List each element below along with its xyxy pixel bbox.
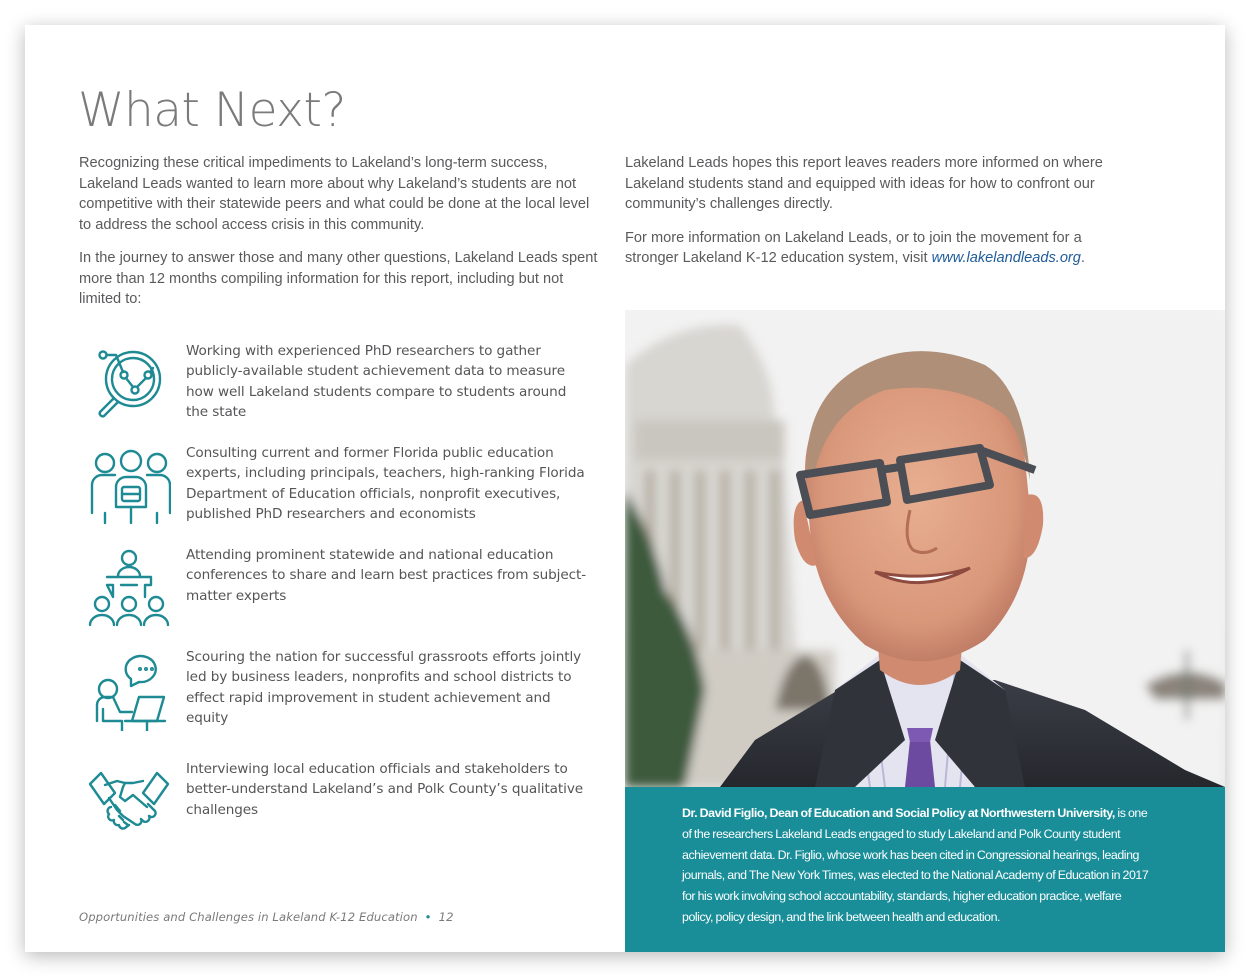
handshake-icon: [87, 759, 171, 843]
more-info-text: For more information on Lakeland Leads, or to join the movement for a stronger Lakeland K-12 education system, visit: [625, 229, 1082, 266]
list-item: [87, 647, 607, 737]
list-item-text: Attending prominent statewide and national education conferences to share and learn best practices from subject-matter experts: [186, 547, 587, 604]
footer-separator: •: [424, 910, 432, 924]
more-info-paragraph: [625, 228, 1135, 269]
magnifier-chart-icon: [87, 341, 171, 425]
website-link[interactable]: www.lakelandleads.org: [931, 250, 1081, 266]
photo-caption: [625, 787, 1225, 952]
list-item: [87, 545, 607, 635]
caption-body: is one of the researchers Lakeland Leads engaged to study Lakeland and Polk County student achievement data. Dr. Figlio, whose work has been cited in Congressional hearings, leading journals, and The New York Times, was elected to the National Academy of Education in 2017 for his work involving school accountability, standards, higher education practice, welfare policy, policy design, and the link between health and education.: [682, 806, 1149, 924]
page-number: 12: [438, 910, 454, 924]
document-page: [25, 25, 1225, 952]
list-item-text: Interviewing local education officials and stakeholders to better-understand Lakeland’s and Polk County’s qualitative challenges: [186, 761, 584, 818]
list-item: [87, 443, 607, 533]
list-item-text: Working with experienced PhD researchers to gather publicly-available student achievement data to measure how well Lakeland students compare to students around the state: [186, 343, 567, 421]
conference-speaker-icon: [87, 545, 171, 629]
page-title: What Next?: [78, 83, 346, 138]
list-item: [87, 759, 607, 849]
closing-column: [625, 153, 1135, 269]
caption-text: [682, 803, 1152, 928]
list-item-text: Scouring the nation for successful grassroots efforts jointly led by business leaders, nonprofits and school districts to effect rapid improvement in student achievement and equity: [186, 649, 582, 727]
hopes-paragraph: Lakeland Leads hopes this report leaves readers more informed on where Lakeland students stand and equipped with ideas for how to confront our community’s challenges directly.: [625, 155, 1103, 212]
researcher-photo: [625, 310, 1225, 787]
list-item: [87, 341, 607, 431]
intro-column: [79, 153, 599, 310]
caption-name: Dr. David Figlio, Dean of Education and Social Policy at Northwestern University,: [682, 806, 1115, 820]
person-laptop-chat-icon: [87, 647, 171, 731]
group-people-icon: [87, 443, 171, 527]
journey-paragraph: In the journey to answer those and many other questions, Lakeland Leads spent more than 12 months compiling information for this report, including but not limited to:: [79, 250, 598, 307]
list-item-text: Consulting current and former Florida public education experts, including principals, teachers, high-ranking Florida Department of Education officials, nonprofit executives, published PhD researchers and economists: [186, 445, 585, 523]
page-footer: [79, 910, 454, 924]
intro-paragraph: Recognizing these critical impediments to Lakeland’s long-term success, Lakeland Leads wanted to learn more about why Lakeland’s students are not competitive with their statewide peers and what could be done at the local level to address the school access crisis in this community.: [79, 155, 590, 233]
publication-title: Opportunities and Challenges in Lakeland K-12 Education: [79, 910, 418, 924]
more-info-period: .: [1080, 250, 1085, 266]
